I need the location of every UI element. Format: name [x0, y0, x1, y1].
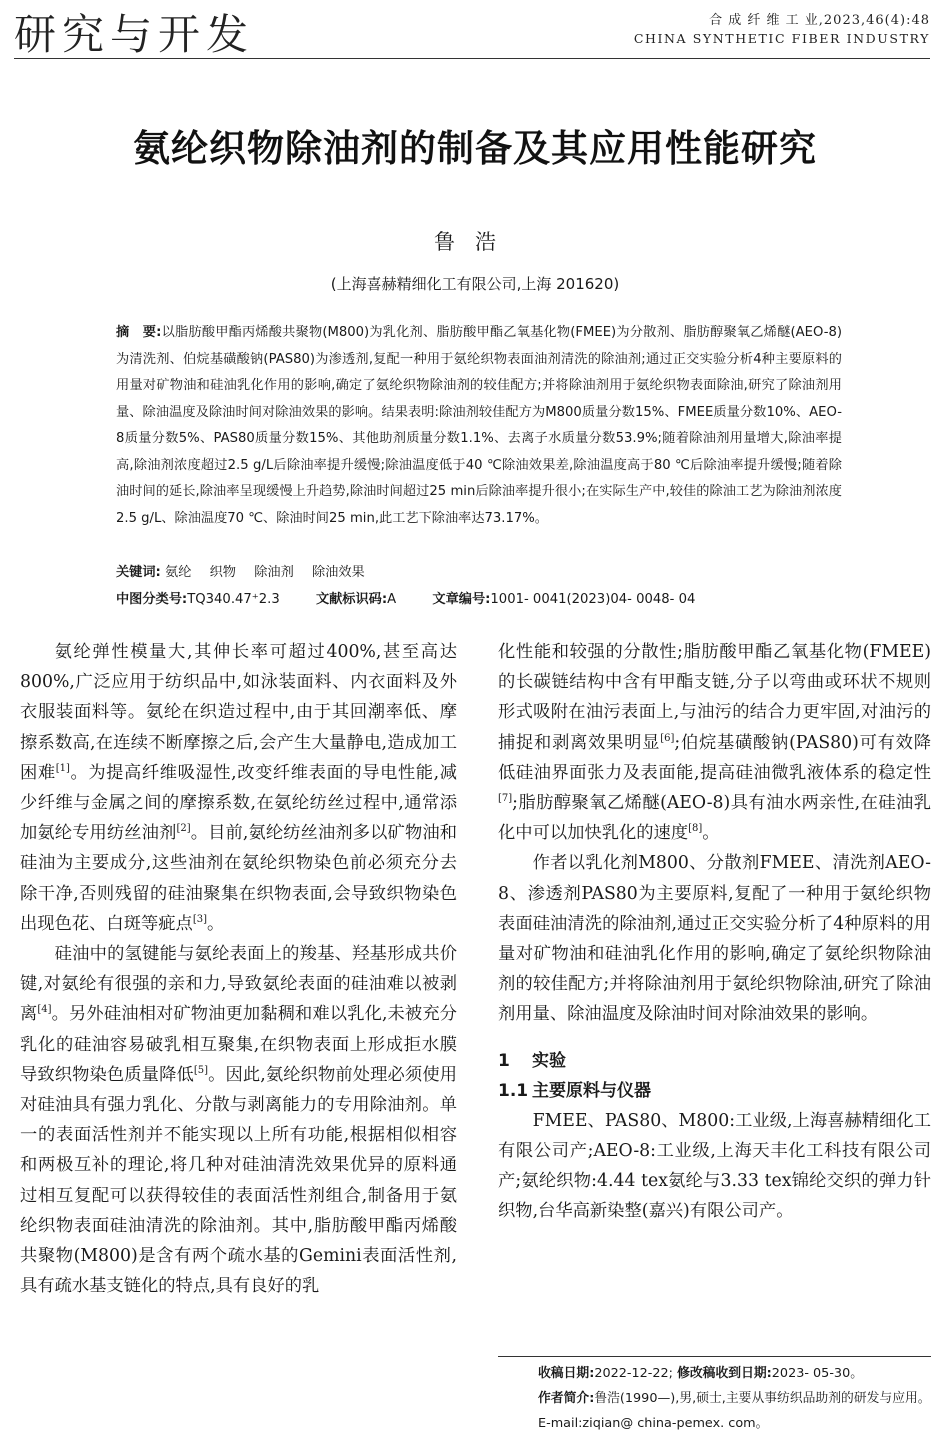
body-paragraph: 氨纶弹性模量大,其伸长率可超过400%,甚至高达800%,广泛应用于纺织品中,如泳装面料、内衣面料及外衣服装面料等。氨纶在织造过程中,由于其回潮率低、摩擦系数高,在连续不断摩擦之后,会产生大量静电,造成加工困难[1]。为提高纤维吸湿性,改变纤维表面的导电性能,减少纤维与金属之间的摩擦系数,在氨纶纺丝过程中,通常添加氨纶专用纺丝油剂[2]。目前,氨纶纺丝油剂多以矿物油和硅油为主要成分,这些油剂在氨纶织物染色前必须充分去除干净,否则残留的硅油聚集在织物表面,会导致织物染色出现色花、白斑等疵点[3]。 [20, 642, 457, 934]
abstract [116, 320, 842, 532]
clc-value: TQ340.47⁺2.3 [187, 592, 280, 607]
footnote-dates: 收稿日期:2022-12-22; 修改稿收到日期:2023- 05-30。 [538, 1366, 864, 1381]
body-paragraph: FMEE、PAS80、M800:工业级,上海喜赫精细化工有限公司产;AEO-8:工业级,上海天丰化工科技有限公司产;氨纶织物:4.44 tex氨纶与3.33 tex锦纶交织的弹力针织物,台华高新染整(嘉兴)有限公司产。 [498, 1110, 931, 1222]
article-affiliation: (上海喜赫精细化工有限公司,上海 201620) [330, 275, 620, 293]
classification-line [116, 588, 695, 607]
body-column-right [498, 637, 931, 1226]
keyword: 除油剂 [254, 565, 294, 580]
footnotes [498, 1356, 931, 1436]
citation[interactable]: [6] [660, 732, 675, 744]
footnote-author-bio: 作者简介:鲁浩(1990—),男,硕士,主要从事纺织品助剂的研发与应用。E-mail:ziqian@ china-pemex. com。 [538, 1391, 931, 1431]
citation[interactable]: [2] [176, 823, 191, 835]
citation[interactable]: [5] [193, 1064, 209, 1076]
keyword: 除油效果 [311, 565, 365, 580]
citation[interactable]: [4] [37, 1004, 52, 1016]
doc-code-label: 文献标识码: [315, 592, 388, 607]
article-title: 氨纶织物除油剂的制备及其应用性能研究 [133, 127, 817, 170]
keywords-label: 关键词: [116, 565, 161, 580]
keyword: 氨纶 [165, 565, 192, 580]
body-paragraph: 作者以乳化剂M800、分散剂FMEE、清洗剂AEO-8、渗透剂PAS80为主要原料,复配了一种用于氨纶织物表面硅油清洗的除油剂,通过正交实验分析了4种原料的用量对矿物油和硅油乳化作用的影响,确定了氨纶织物除油剂的较佳配方;并将除油剂用于氨纶织物除油,研究了除油剂用量、除油温度及除油时间对除油效果的影响。 [498, 853, 931, 1025]
keywords [116, 561, 379, 580]
citation[interactable]: [8] [688, 823, 703, 835]
article-no-label: 文章编号: [432, 592, 491, 607]
section-heading-1-1: 1.1 主要原料与仪器 [498, 1080, 651, 1101]
journal-en-name: CHINA SYNTHETIC FIBER INDUSTRY [633, 31, 930, 46]
citation[interactable]: [3] [192, 913, 207, 925]
clc-label: 中图分类号: [116, 592, 188, 607]
doc-code-value: A [387, 592, 397, 607]
body-paragraph: 硅油中的氢键能与氨纶表面上的羧基、羟基形成共价键,对氨纶有很强的亲和力,导致氨纶表面的硅油难以被剥离[4]。另外硅油相对矿物油更加黏稠和难以乳化,未被充分乳化的硅油容易破乳相互聚集,在织物表面上形成拒水膜导致织物染色质量降低[5]。因此,氨纶织物前处理必须使用对硅油具有强力乳化、分散与剥离能力的专用除油剂。单一的表面活性剂并不能实现以上所有功能,根据相似相容和两极互补的理论,将几种对硅油清洗效果优异的原料通过相互复配可以获得较佳的表面活性剂组合,制备用于氨纶织物表面硅油清洗的除油剂。其中,脂肪酸甲酯丙烯酸共聚物(M800)是含有两个疏水基的Gemini表面活性剂,具有疏水基支链化的特点,具有良好的乳 [20, 944, 457, 1297]
keyword: 织物 [209, 565, 236, 580]
journal-section-label: 研究与开发 [14, 10, 255, 59]
article-no-value: 1001- 0041(2023)04- 0048- 04 [490, 592, 696, 607]
body-paragraph: 化性能和较强的分散性;脂肪酸甲酯乙氧基化物(FMEE)的长碳链结构中含有甲酯支链,分子以弯曲或环状不规则形式吸附在油污表面上,与油污的结合力更牢固,对油污的捕捉和剥离效果明显[6];伯烷基磺酸钠(PAS80)可有效降低硅油界面张力及表面能,提高硅油微乳液体系的稳定性[7];脂肪醇聚氧乙烯醚(AEO-8)具有油水两亲性,在硅油乳化中可以加快乳化的速度[8]。 [498, 642, 931, 844]
citation[interactable]: [7] [498, 793, 513, 805]
article-author: 鲁浩 [434, 230, 516, 254]
journal-cn-name: 合 成 纤 维 工 业,2023,46(4):48 [709, 13, 930, 28]
abstract-text: 以脂肪酸甲酯丙烯酸共聚物(M800)为乳化剂、脂肪酸甲酯乙氧基化物(FMEE)为分散剂、脂肪醇聚氧乙烯醚(AEO-8)为清洗剂、伯烷基磺酸钠(PAS80)为渗透剂,复配一种用于氨纶织物表面油剂清洗的除油剂;通过正交实验分析4种主要原料的用量对矿物油和硅油乳化作用的影响,确定了氨纶织物除油剂的较佳配方;并将除油剂用于氨纶织物表面除油,研究了除油剂用量、除油温度及除油时间对除油效果的影响。结果表明:除油剂较佳配方为M800质量分数15%、FMEE质量分数10%、AEO-8质量分数5%、PAS80质量分数15%、其他助剂质量分数1.1%、去离子水质量分数53.9%;随着除油剂用量增大,除油率提高,除油剂浓度超过2.5 g/L后除油率提升缓慢;除油温度低于40 ℃除油效果差,除油温度高于80 ℃后除油率提升缓慢;随着除油时间的延长,除油率呈现缓慢上升趋势,除油时间超过25 min后除油率提升很小;在实际生产中,较佳的除油工艺为除油剂浓度2.5 g/L、除油温度70 ℃、除油时间25 min,此工艺下除油率达73.17%。 [116, 325, 842, 526]
journal-info [634, 12, 930, 48]
section-heading-1: 1 实验 [498, 1050, 566, 1071]
abstract-label: 摘 要: [116, 325, 162, 340]
citation[interactable]: [1] [55, 762, 70, 774]
body-column-left [20, 637, 457, 1301]
header-divider [14, 58, 930, 59]
